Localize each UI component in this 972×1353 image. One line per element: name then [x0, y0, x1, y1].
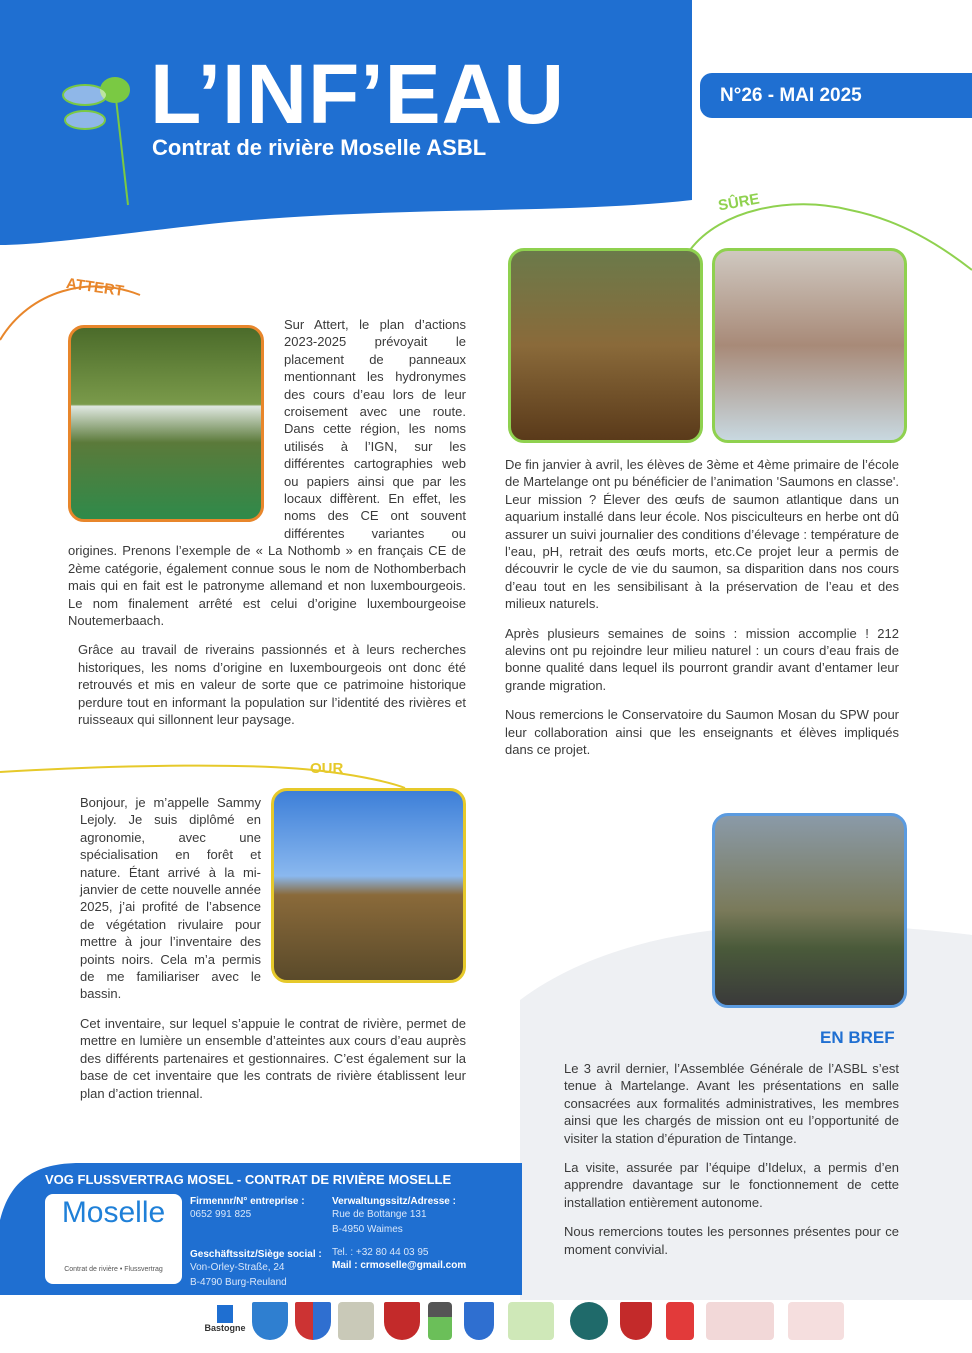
province-luxembourg-logo-icon — [706, 1302, 774, 1340]
enbref-paragraph-3: Nous remercions toutes les personnes présentes pour ce moment convivial. — [564, 1224, 899, 1257]
station-visit-photo — [712, 813, 907, 1008]
sure-article — [505, 456, 899, 771]
email: Mail : crmoselle@gmail.com — [332, 1260, 467, 1271]
admin-address — [332, 1196, 456, 1237]
municipality-crest-icon — [384, 1302, 420, 1340]
bastogne-logo-text: Bastogne — [204, 1323, 246, 1333]
bastogne-logo-icon — [217, 1305, 233, 1323]
our-arc — [0, 766, 405, 788]
seat-line-1: Von-Orley-Straße, 24 — [190, 1262, 285, 1273]
section-label-en-bref: EN BREF — [820, 1028, 895, 1047]
our-paragraph-1: Bonjour, je m’appelle Sammy Lejoly. Je suis diplômé en agronomie, avec une spécialisation en forêt et nature. Étant arrivé à la mi-janvier de cette nouvelle année 2025, j’ai profité de l’absence de végétation rivulaire pour mettre à jour l’inventaire des points noirs. Cela m’a permis de me familiariser avec le bassin. — [80, 795, 261, 1002]
attert-paragraph-2: Grâce au travail de riverains passionnés et à leurs recherches historiques, les noms d’origine en luxembourgeois ont donc été retrouvés et mis en valeur de sorte que ce patrimoine historique perdure tout en informant la population sur l’identité des rivières et ruisseaux qui sillonnent leur paysage. — [78, 642, 466, 727]
students-photo — [508, 248, 703, 443]
sure-paragraph-3: Nous remercions le Conservatoire du Saumon Mosan du SPW pour leur collaboration ainsi que les enseignants et élèves impliqués dans ce projet. — [505, 707, 899, 758]
enbref-paragraph-1: Le 3 avril dernier, l’Assemblée Générale de l’ASBL s’est tenue à Martelange. Avant les présentations en salle consacrées aux formalités administratives, les membres ainsi que les chargés de mission ont eu l’opportunité de visiter la station d’épuration de Tintange. — [564, 1061, 899, 1146]
sure-paragraph-2: Après plusieurs semaines de soins : mission accomplie ! 212 alevins ont pu rejoindre leur milieu naturel : un cours d’eau frais de bonne qualité dans lequel ils pourront grandir avant d’entamer leur grande migration. — [505, 625, 899, 693]
enbref-paragraph-2: La visite, assurée par l’équipe d’Idelux, a permis d’en apprendre davantage sur le fonctionnement de cette installation entièrement autonome. — [564, 1160, 899, 1210]
section-label-sure: SÛRE — [716, 190, 761, 215]
moselle-logo — [45, 1194, 182, 1284]
moselle-logo-text: Moselle — [61, 1196, 166, 1229]
registered-seat — [190, 1249, 322, 1290]
footer-title: VOG FLUSSVERTRAG MOSEL - CONTRAT DE RIVIÈRE MOSELLE — [45, 1172, 452, 1187]
company-number — [190, 1196, 305, 1222]
partner-logo-icon — [570, 1302, 608, 1340]
issue-badge: N°26 - MAI 2025 — [700, 73, 972, 118]
our-paragraph-2: Cet inventaire, sur lequel s’appuie le contrat de rivière, permet de mettre en lumière un ensemble d’atteintes aux cours d’eau auprès des différents partenaires et gestionnaires. C’est également sur la base de cet inventaire que les contrats de rivière établissent leur plan d’action triennal. — [80, 1015, 466, 1101]
section-label-our: OUR — [310, 760, 344, 777]
salmon-fry-photo — [712, 248, 907, 443]
phone: Tel. : +32 80 44 03 95 — [332, 1247, 429, 1258]
address-line-2: B-4950 Waimes — [332, 1224, 403, 1235]
moselle-logo-subtext: Contrat de rivière • Flussvertrag — [64, 1266, 163, 1273]
sure-paragraph-1: De fin janvier à avril, les élèves de 3ème et 4ème primaire de l’école de Martelange ont pu bénéficier de l’animation 'Saumons en classe'. Leur mission ? Élever des œufs de saumon atlantique dans un aquarium installé dans leur école. Nos pisciculteurs en herbe ont dû assurer un suivi journalier des conditions d’élevage : température de l’eau, pH, retrait des œufs morts, etc.Ce projet leur a permis de découvrir le cycle de vie du saumon, sa disparition dans nos cours d’eau tout en les sensibilisant à la préservation de l’eau et des milieux naturels. — [505, 457, 899, 612]
address-line-1: Rue de Bottange 131 — [332, 1209, 427, 1220]
attert-article — [68, 316, 466, 740]
our-article — [80, 794, 466, 1114]
newsletter-subtitle: Contrat de rivière Moselle ASBL — [152, 135, 487, 160]
municipality-crest-icon — [252, 1302, 288, 1340]
enbref-article — [564, 1060, 899, 1270]
sammy-lejoly-photo — [271, 788, 466, 983]
attert-signs-photo — [68, 325, 264, 522]
municipality-crest-icon — [295, 1302, 331, 1340]
section-label-attert: ATTERT — [65, 275, 125, 300]
newsletter-title: L’INF’EAU — [150, 47, 566, 141]
municipality-crest-icon — [428, 1302, 452, 1340]
attert-paragraph-1: Sur Attert, le plan d’actions 2023-2025 prévoyait le placement de panneaux mentionnant les hydronymes des cours d’eau lors de leur croisement avec une route. Dans cette région, les noms utilisés à l’IGN, sur les différentes cartographies web ou papiers ainsi que par les locaux diffèrent. En effet, les noms des CE ont souvent différentes variantes ou origines. Prenons l’exemple de « La Nothomb » en français CE de 2ème catégorie, également connue sous le nom de Nothomberbach mais qui en fait est le patronyme allemand et non luxembourgeois. Le nom finalement arrêté est celui d’origine luxembourgeoise Noutemerbaach. — [68, 317, 466, 628]
firm-value: 0652 991 825 — [190, 1209, 252, 1220]
municipality-crest-icon — [338, 1302, 374, 1340]
seat-label: Geschäftssitz/Siège social : — [190, 1249, 322, 1260]
municipality-crest-icon — [464, 1302, 494, 1340]
firm-label: Firmennr/N° entreprise : — [190, 1196, 305, 1207]
partner-logo-icon — [508, 1302, 554, 1340]
bastogne-logo — [200, 1305, 250, 1333]
seat-line-2: B-4790 Burg-Reuland — [190, 1277, 287, 1288]
municipality-crest-icon — [620, 1302, 652, 1340]
address-label: Verwaltungssitz/Adresse : — [332, 1196, 456, 1207]
wallonie-logo-icon — [666, 1302, 694, 1340]
contact-info — [332, 1245, 466, 1271]
province-liege-logo-icon — [788, 1302, 844, 1340]
